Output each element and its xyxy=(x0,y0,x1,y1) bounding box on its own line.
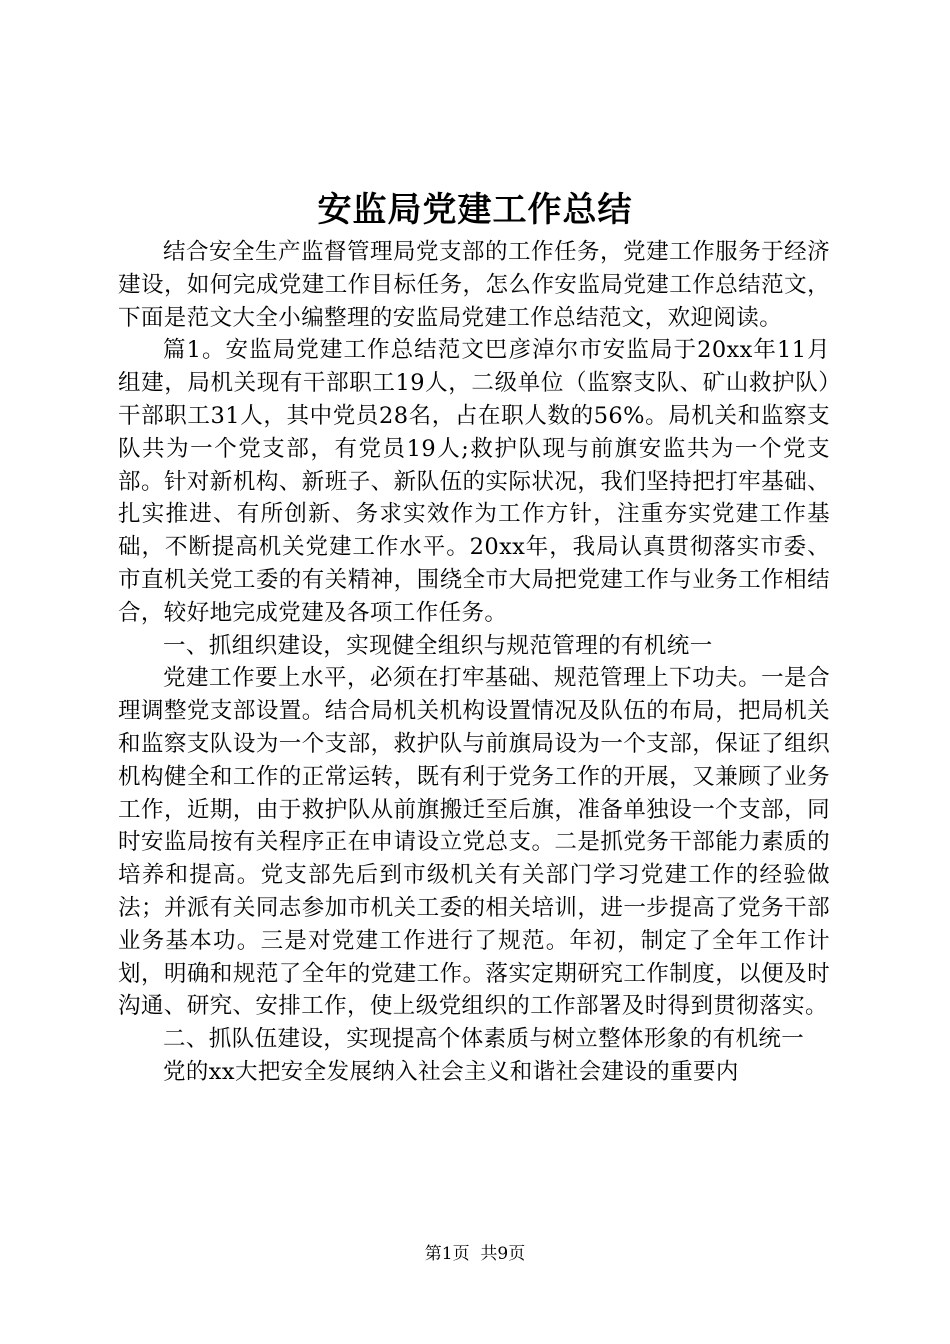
section-heading-team: 二、抓队伍建设，实现提高个体素质与树立整体形象的有机统一 xyxy=(163,1026,805,1053)
section-heading-organization: 一、抓组织建设，实现健全组织与规范管理的有机统一 xyxy=(163,632,713,659)
intro-paragraph: 结合安全生产监督管理局党支部的工作任务，党建工作服务于经济建设，如何完成党建工作目标任务，怎么作安监局党建工作总结范文，下面是范文大全小编整理的安监局党建工作总结范文，欢迎阅读。 xyxy=(118,239,830,331)
team-paragraph: 党的xx大把安全发展纳入社会主义和谐社会建设的重要内 xyxy=(163,1058,739,1085)
page-number: 第1页 共9页 xyxy=(424,1244,526,1264)
document-body xyxy=(118,236,830,1089)
article-paragraph: 篇1。安监局党建工作总结范文巴彦淖尔市安监局于20xx年11月组建，局机关现有干部职工19人，二级单位（监察支队、矿山救护队）干部职工31人，其中党员28名，占在职人数的56%。局机关和监察支队共为一个党支部，有党员19人;救护队现与前旗安监共为一个党支部。针对新机构、新班子、新队伍的实际状况，我们坚持把打牢基础、扎实推进、有所创新、务求实效作为工作方针，注重夯实党建工作基础，不断提高机关党建工作水平。20xx年，我局认真贯彻落实市委、市直机关党工委的有关精神，围绕全市大局把党建工作与业务工作相结合，较好地完成党建及各项工作任务。 xyxy=(118,337,830,626)
organization-paragraph: 党建工作要上水平，必须在打牢基础、规范管理上下功夫。一是合理调整党支部设置。结合局机关机构设置情况及队伍的布局，把局机关和监察支队设为一个支部，救护队与前旗局设为一个支部，保证了组织机构健全和工作的正常运转，既有利于党务工作的开展，又兼顾了业务工作，近期，由于救护队从前旗搬迁至后旗，准备单独设一个支部，同时安监局按有关程序正在申请设立党总支。二是抓党务干部能力素质的培养和提高。党支部先后到市级机关有关部门学习党建工作的经验做法；并派有关同志参加市机关工委的相关培训，进一步提高了党务干部业务基本功。三是对党建工作进行了规范。年初，制定了全年工作计划，明确和规范了全年的党建工作。落实定期研究工作制度，以便及时沟通、研究、安排工作，使上级党组织的工作部署及时得到贯彻落实。 xyxy=(118,665,830,1020)
document-title: 安监局党建工作总结 xyxy=(317,190,633,230)
